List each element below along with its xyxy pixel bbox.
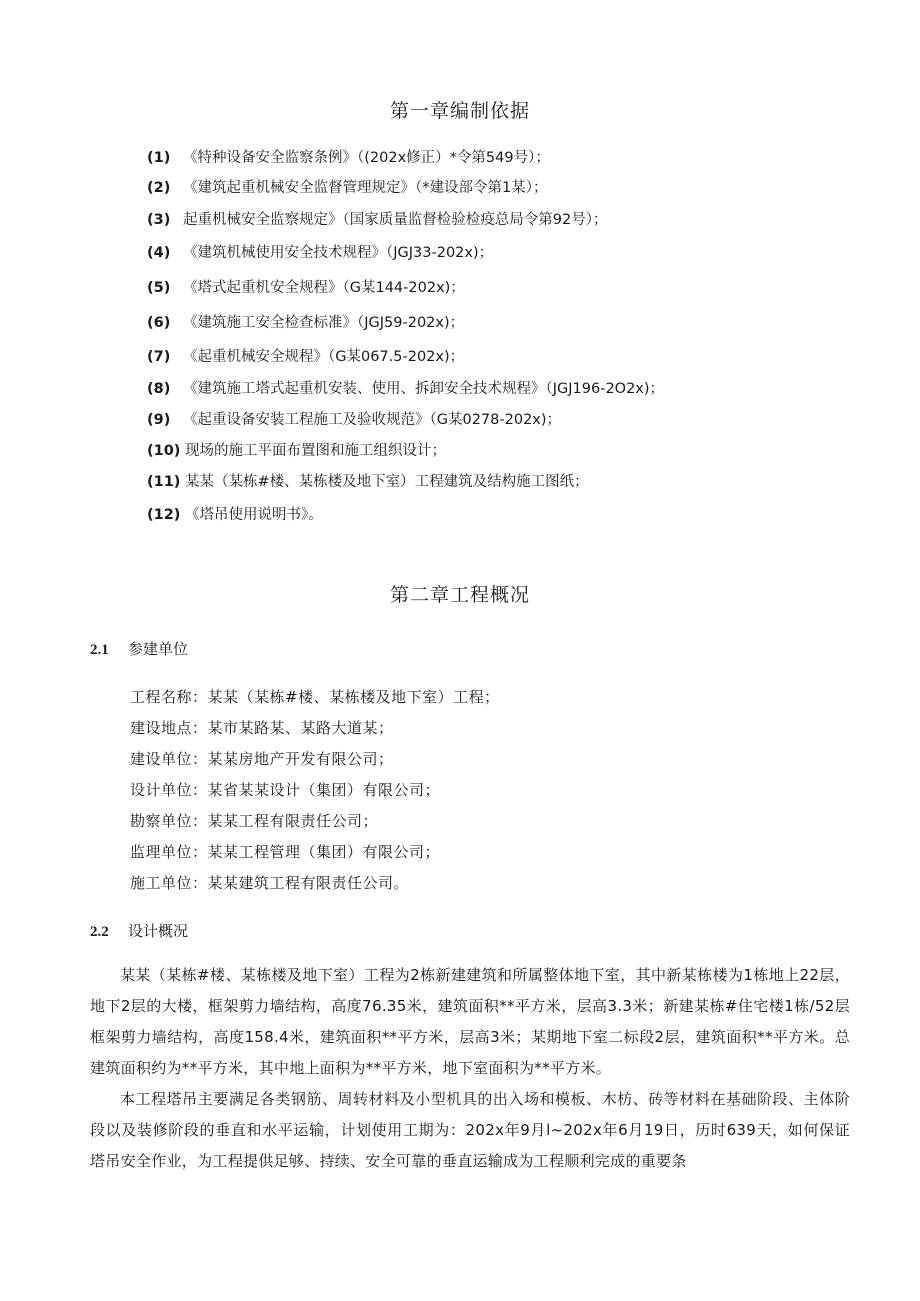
item-number: (3) — [147, 212, 171, 228]
section-heading — [90, 638, 188, 659]
list-item — [147, 178, 547, 198]
item-number: (4) — [147, 245, 171, 261]
item-number: (6) — [147, 315, 171, 331]
section-heading — [90, 920, 188, 941]
list-item — [147, 441, 446, 461]
item-number: (11) — [147, 474, 181, 490]
item-number: (2) — [147, 180, 171, 196]
item-text: 《建筑施工塔式起重机安装、使用、拆卸安全技术规程》（JGJ196-2O2x)； — [183, 381, 665, 397]
list-item — [147, 505, 323, 525]
list-item — [147, 472, 589, 492]
item-text: 《特种设备安全监察条例》（(202x修正）*令第549号）； — [183, 150, 550, 166]
list-item — [147, 243, 493, 263]
item-number: (7) — [147, 349, 171, 365]
section-number: 2.1 — [90, 642, 109, 658]
info-row: 建设地点：某市某路某、某路大道某； — [130, 719, 394, 737]
list-item — [147, 347, 464, 367]
item-text: 现场的施工平面布置图和施工组织设计； — [185, 443, 446, 459]
section-number: 2.2 — [90, 924, 109, 940]
info-row: 设计单位：某省某某设计（集团）有限公司； — [130, 781, 441, 799]
item-text: 《起重机械安全规程》（G某067.5-202x)； — [183, 349, 465, 365]
paragraph: 本工程塔吊主要满足各类钢筋、周转材料及小型机具的出入场和模板、木枋、砖等材料在基础阶段、主体阶段以及装修阶段的垂直和水平运输，计划使用工期为：202x年9月l~202x年6月19日，历时639天，如何保证塔吊安全作业，为工程提供足够、持续、安全可靠的垂直运输成为工程顺利完成的重要条 — [90, 1090, 850, 1170]
section-title: 参建单位 — [128, 640, 189, 658]
item-text: 《建筑施工安全检查标准》（JGJ59-202x)； — [183, 315, 465, 331]
item-number: (9) — [147, 412, 171, 428]
info-row: 施工单位：某某建筑工程有限责任公司。 — [130, 874, 410, 892]
item-number: (8) — [147, 381, 171, 397]
paragraph: 某某（某栋#楼、某栋楼及地下室）工程为2栋新建建筑和所属整体地下室，其中新某栋楼为1栋地上22层，地下2层的大楼，框架剪力墙结构，高度76.35米，建筑面积**平方米，层高3.3米；新建某栋#住宅楼1栋/52层框架剪力墙结构，高度158.4米，建筑面积**平方米，层高3米；某期地下室二标段2层，建筑面积**平方米。总建筑面积约为**平方米，其中地上面积为**平方米，地下室面积为**平方米。 — [90, 966, 850, 1077]
item-number: (5) — [147, 280, 171, 296]
list-item — [147, 278, 465, 298]
item-text: 《起重设备安装工程施工及验收规范》（G某0278-202x)； — [183, 412, 562, 428]
item-text: 《建筑机械使用安全技术规程》（JGJ33-202x)； — [183, 245, 494, 261]
info-row: 工程名称：某某（某栋#楼、某栋楼及地下室）工程； — [130, 688, 500, 706]
info-row: 建设单位：某某房地产开发有限公司； — [130, 750, 394, 768]
item-number: (12) — [147, 507, 181, 523]
list-item — [147, 410, 561, 430]
item-number: (1) — [147, 150, 171, 166]
item-text: 某某（某栋#楼、某栋楼及地下室）工程建筑及结构施工图纸； — [185, 474, 589, 490]
chapter2-title: 第二章工程概况 — [389, 584, 530, 606]
list-item — [147, 148, 550, 168]
list-item — [147, 210, 607, 230]
item-text: 起重机械安全监察规定》（国家质量监督检验检疫总局令第92号）； — [183, 212, 608, 228]
list-item — [147, 379, 664, 399]
info-row: 勘察单位：某某工程有限责任公司； — [130, 812, 379, 830]
section-title: 设计概况 — [128, 922, 189, 940]
item-text: 《塔式起重机安全规程》（G某144-202x)； — [183, 280, 465, 296]
list-item — [147, 313, 464, 333]
info-row: 监理单位：某某工程管理（集团）有限公司； — [130, 843, 441, 861]
chapter1-title: 第一章编制依据 — [389, 100, 530, 122]
item-number: (10) — [147, 443, 181, 459]
item-text: 《建筑起重机械安全监督管理规定》（*建设部令第1某）； — [183, 180, 548, 196]
item-text: 《塔吊使用说明书》。 — [185, 507, 323, 523]
